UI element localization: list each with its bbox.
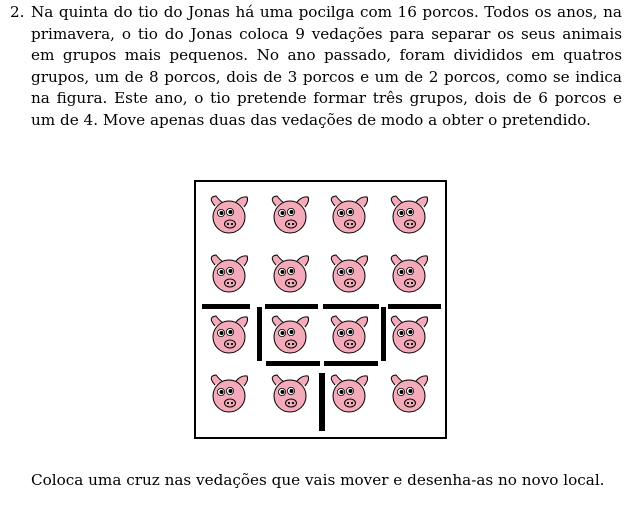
fence	[388, 304, 441, 309]
fence	[319, 373, 325, 431]
fence	[381, 307, 386, 361]
fence	[257, 307, 262, 361]
fence	[323, 304, 379, 309]
problem-text: Na quinta do tio do Jonas há uma pocilga com 16 porcos. Todos os anos, na primavera, o tio do Jonas coloca 9 vedações para separar os seus animais em grupos mais pequenos. No ano passado, foram divididos em quatros grupos, um de 8 porcos, dois de 3 porcos e um de 2 porcos, como se indica na figura. Este ano, o tio pretende formar três grupos, dois de 6 porcos e um de 4. Move apenas duas das vedações de modo a obter o pretendido.	[31, 3, 622, 129]
fence	[266, 361, 320, 366]
fence	[265, 304, 318, 309]
problem-number: 2.	[10, 3, 25, 21]
instruction-text: Coloca uma cruz nas vedações que vais mover e desenha-as no novo local.	[31, 471, 605, 489]
fence	[324, 361, 378, 366]
fence	[202, 304, 250, 309]
